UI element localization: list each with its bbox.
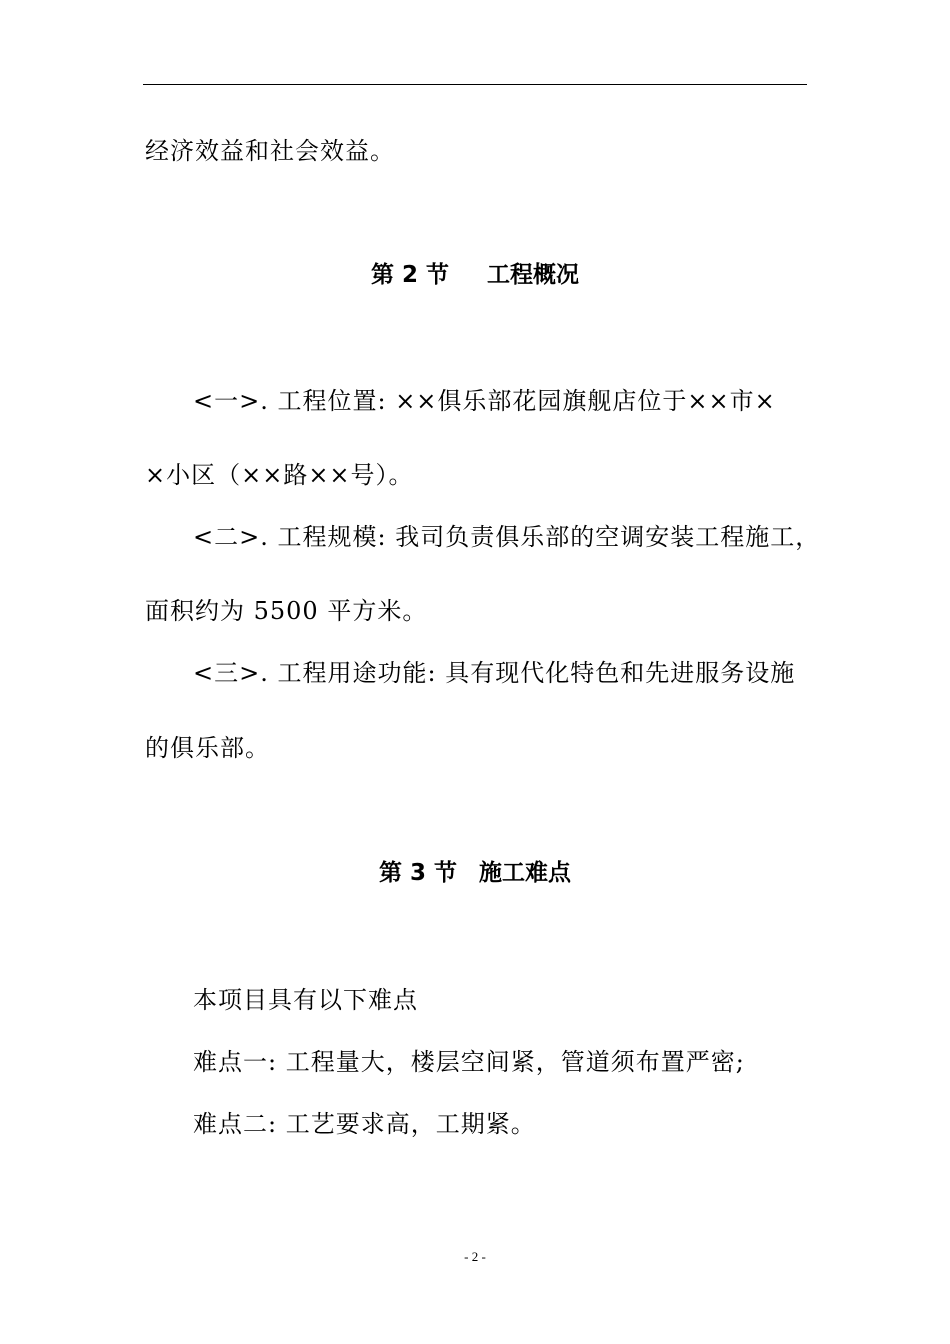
section-3-intro: 本项目具有以下难点 — [193, 986, 418, 1014]
section-3-title: 施工难点 — [479, 860, 572, 886]
section-3-heading — [0, 858, 950, 888]
section-2-paragraph-3-line-1: <三>. 工程用途功能: 具有现代化特色和先进服务设施 — [193, 659, 796, 687]
section-2-paragraph-3-line-2: 的俱乐部。 — [145, 734, 270, 762]
section-2-heading — [0, 260, 950, 290]
section-3-difficulty-1: 难点一: 工程量大，楼层空间紧，管道须布置严密; — [193, 1048, 745, 1076]
section-3-difficulty-2: 难点二: 工艺要求高，工期紧。 — [193, 1110, 536, 1138]
page-number: - 2 - — [464, 1249, 486, 1264]
header-rule — [143, 84, 807, 85]
section-2-paragraph-1-line-2: ×小区（××路××号）。 — [145, 461, 414, 489]
section-3-number: 第 3 节 — [378, 860, 458, 886]
section-2-title: 工程概况 — [487, 262, 580, 288]
section-2-paragraph-2-line-2: 面积约为 5500 平方米。 — [145, 597, 428, 625]
continued-paragraph: 经济效益和社会效益。 — [145, 137, 395, 165]
section-2-paragraph-2-line-1: <二>. 工程规模: 我司负责俱乐部的空调安装工程施工， — [193, 523, 821, 551]
section-2-paragraph-1-line-1: <一>. 工程位置: ××俱乐部花园旗舰店位于××市× — [193, 387, 776, 415]
section-2-number: 第 2 节 — [370, 262, 450, 288]
